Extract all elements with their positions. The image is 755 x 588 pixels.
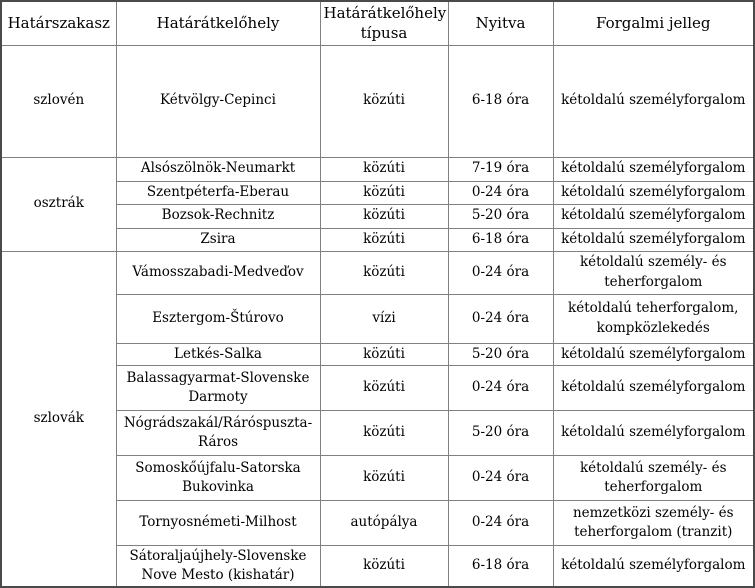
cell-traffic: kétoldalú személyforgalom [553, 365, 754, 410]
column-header-section: Határszakasz [1, 1, 116, 45]
table-row [1, 45, 754, 157]
cell-crossing: Balassagyarmat-Slovenske Darmoty [116, 365, 320, 410]
cell-type: közúti [320, 157, 448, 181]
column-header-type: Határátkelőhely típusa [320, 1, 448, 45]
cell-open: 6-18 óra [448, 545, 553, 587]
cell-open: 5-20 óra [448, 204, 553, 228]
cell-open: 0-24 óra [448, 365, 553, 410]
cell-open: 6-18 óra [448, 228, 553, 251]
cell-type: közúti [320, 365, 448, 410]
cell-open: 0-24 óra [448, 500, 553, 545]
cell-type: közúti [320, 204, 448, 228]
cell-traffic: kétoldalú személy- és teherforgalom [553, 251, 754, 294]
cell-open: 0-24 óra [448, 294, 553, 343]
cell-traffic: kétoldalú személyforgalom [553, 181, 754, 204]
section-label-szlovak: szlovák [1, 251, 116, 587]
table-row [1, 157, 754, 181]
cell-crossing: Vámosszabadi-Medveďov [116, 251, 320, 294]
section-label-osztrak: osztrák [1, 157, 116, 251]
cell-traffic: kétoldalú személyforgalom [553, 157, 754, 181]
cell-type: közúti [320, 545, 448, 587]
cell-open: 0-24 óra [448, 181, 553, 204]
cell-traffic: kétoldalú személyforgalom [553, 228, 754, 251]
cell-type: közúti [320, 343, 448, 365]
cell-traffic: kétoldalú személyforgalom [553, 545, 754, 587]
cell-crossing: Esztergom-Štúrovo [116, 294, 320, 343]
cell-type: közúti [320, 181, 448, 204]
cell-type: közúti [320, 45, 448, 157]
cell-open: 7-19 óra [448, 157, 553, 181]
column-header-traffic: Forgalmi jelleg [553, 1, 754, 45]
cell-type: autópálya [320, 500, 448, 545]
cell-traffic: kétoldalú személy- és teherforgalom [553, 455, 754, 500]
header-row [1, 1, 754, 45]
cell-crossing: Kétvölgy-Cepinci [116, 45, 320, 157]
cell-open: 5-20 óra [448, 343, 553, 365]
cell-crossing: Nógrádszakál/Ráróspuszta-Ráros [116, 410, 320, 455]
cell-open: 5-20 óra [448, 410, 553, 455]
cell-open: 6-18 óra [448, 45, 553, 157]
cell-open: 0-24 óra [448, 455, 553, 500]
cell-crossing: Zsira [116, 228, 320, 251]
cell-crossing: Bozsok-Rechnitz [116, 204, 320, 228]
cell-crossing: Tornyosnémeti-Milhost [116, 500, 320, 545]
cell-type: közúti [320, 410, 448, 455]
cell-traffic: kétoldalú személyforgalom [553, 410, 754, 455]
cell-crossing: Alsószölnök-Neumarkt [116, 157, 320, 181]
cell-crossing: Szentpéterfa-Eberau [116, 181, 320, 204]
cell-traffic: kétoldalú személyforgalom [553, 343, 754, 365]
column-header-crossing: Határátkelőhely [116, 1, 320, 45]
cell-traffic: kétoldalú személyforgalom [553, 204, 754, 228]
cell-type: közúti [320, 251, 448, 294]
cell-traffic: kétoldalú személyforgalom [553, 45, 754, 157]
cell-traffic: kétoldalú teherforgalom, kompközlekedés [553, 294, 754, 343]
cell-crossing: Letkés-Salka [116, 343, 320, 365]
cell-type: vízi [320, 294, 448, 343]
cell-open: 0-24 óra [448, 251, 553, 294]
cell-crossing: Somoskőújfalu-Satorska Bukovinka [116, 455, 320, 500]
cell-crossing: Sátoraljaújhely-Slovenske Nove Mesto (kishatár) [116, 545, 320, 587]
section-label-szloven: szlovén [1, 45, 116, 157]
cell-traffic: nemzetközi személy- és teherforgalom (tranzit) [553, 500, 754, 545]
column-header-open: Nyitva [448, 1, 553, 45]
cell-type: közúti [320, 228, 448, 251]
cell-type: közúti [320, 455, 448, 500]
table-row [1, 251, 754, 294]
